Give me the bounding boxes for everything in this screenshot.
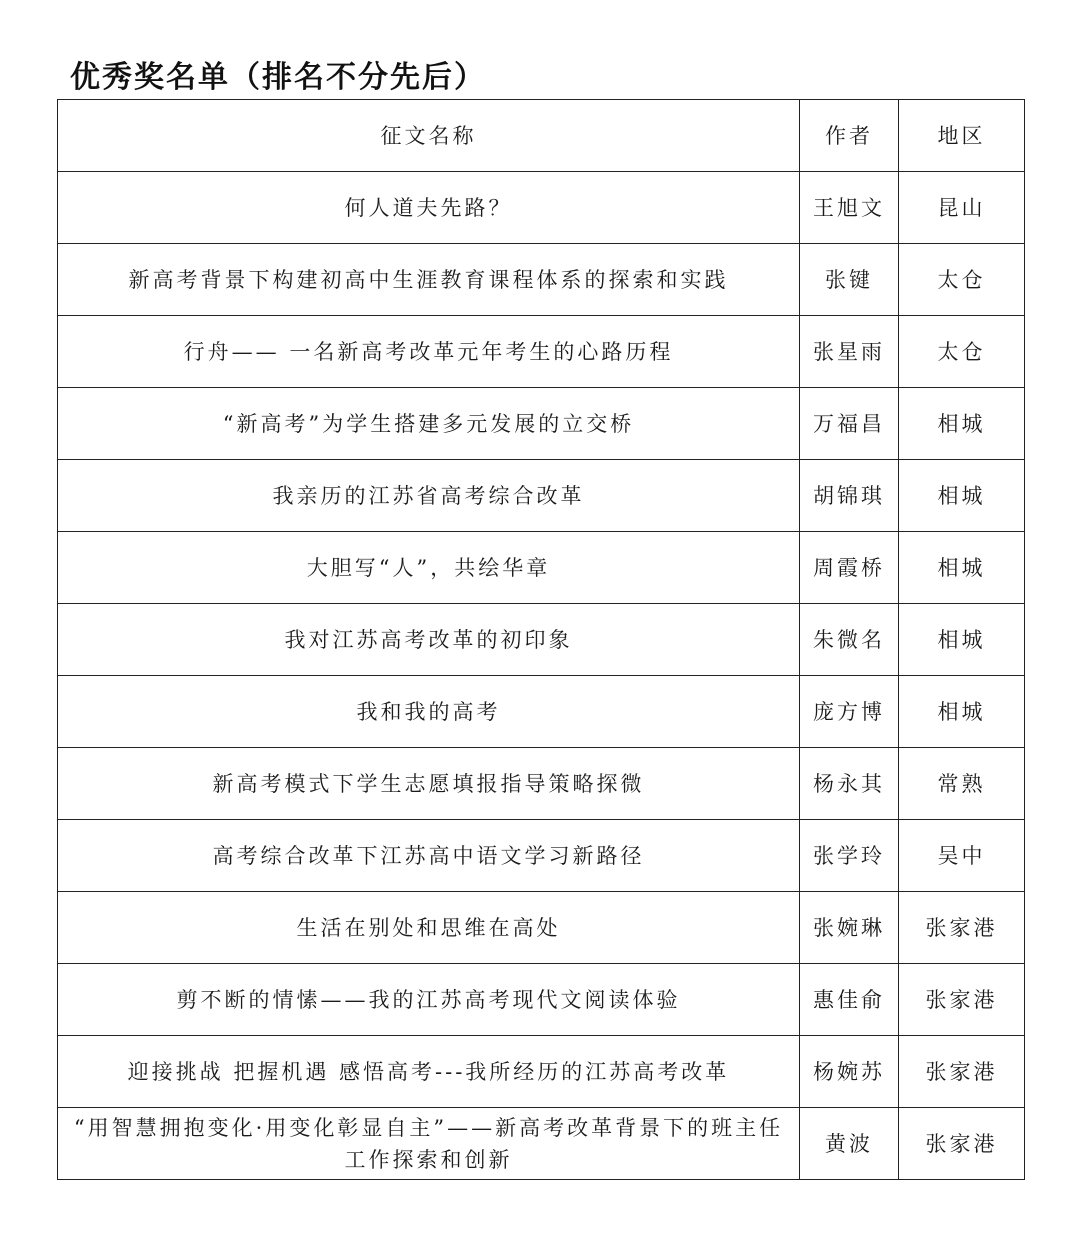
region-cell: 相城 bbox=[899, 388, 1025, 460]
author-cell: 朱微名 bbox=[800, 604, 899, 676]
region-cell: 相城 bbox=[899, 604, 1025, 676]
author-cell: 万福昌 bbox=[800, 388, 899, 460]
author-cell: 张星雨 bbox=[800, 316, 899, 388]
table-header-row bbox=[58, 100, 1025, 172]
table-row bbox=[58, 748, 1025, 820]
table-row bbox=[58, 604, 1025, 676]
essay-title-cell: 生活在别处和思维在高处 bbox=[58, 892, 800, 964]
region-cell: 相城 bbox=[899, 460, 1025, 532]
author-cell: 黄波 bbox=[800, 1108, 899, 1180]
author-cell: 周霞桥 bbox=[800, 532, 899, 604]
region-cell: 张家港 bbox=[899, 1036, 1025, 1108]
essay-title-cell: 我对江苏高考改革的初印象 bbox=[58, 604, 800, 676]
region-cell: 张家港 bbox=[899, 964, 1025, 1036]
essay-title-cell: 新高考背景下构建初高中生涯教育课程体系的探索和实践 bbox=[58, 244, 800, 316]
author-cell: 杨婉苏 bbox=[800, 1036, 899, 1108]
region-cell: 相城 bbox=[899, 676, 1025, 748]
table-row bbox=[58, 244, 1025, 316]
table-row bbox=[58, 1036, 1025, 1108]
table-row bbox=[58, 1108, 1025, 1180]
table-row bbox=[58, 892, 1025, 964]
region-cell: 吴中 bbox=[899, 820, 1025, 892]
author-cell: 张键 bbox=[800, 244, 899, 316]
table-row bbox=[58, 532, 1025, 604]
essay-title-cell: 何人道夫先路？ bbox=[58, 172, 800, 244]
table-row bbox=[58, 460, 1025, 532]
essay-title-cell: 我和我的高考 bbox=[58, 676, 800, 748]
essay-title-cell: 高考综合改革下江苏高中语文学习新路径 bbox=[58, 820, 800, 892]
region-cell: 相城 bbox=[899, 532, 1025, 604]
essay-title-cell: 迎接挑战 把握机遇 感悟高考---我所经历的江苏高考改革 bbox=[58, 1036, 800, 1108]
essay-title-cell: 新高考模式下学生志愿填报指导策略探微 bbox=[58, 748, 800, 820]
column-header-region: 地区 bbox=[899, 100, 1025, 172]
region-cell: 张家港 bbox=[899, 1108, 1025, 1180]
essay-title-cell: 行舟—— 一名新高考改革元年考生的心路历程 bbox=[58, 316, 800, 388]
region-cell: 常熟 bbox=[899, 748, 1025, 820]
award-table bbox=[57, 99, 1025, 1180]
author-cell: 张婉琳 bbox=[800, 892, 899, 964]
author-cell: 张学玲 bbox=[800, 820, 899, 892]
table-row bbox=[58, 388, 1025, 460]
page-title: 优秀奖名单（排名不分先后） bbox=[70, 60, 486, 95]
table-row bbox=[58, 676, 1025, 748]
author-cell: 庞方博 bbox=[800, 676, 899, 748]
region-cell: 太仓 bbox=[899, 316, 1025, 388]
region-cell: 昆山 bbox=[899, 172, 1025, 244]
author-cell: 杨永其 bbox=[800, 748, 899, 820]
table-row bbox=[58, 316, 1025, 388]
author-cell: 王旭文 bbox=[800, 172, 899, 244]
essay-title-cell: 剪不断的情愫——我的江苏高考现代文阅读体验 bbox=[58, 964, 800, 1036]
essay-title-cell: “新高考”为学生搭建多元发展的立交桥 bbox=[58, 388, 800, 460]
column-header-title: 征文名称 bbox=[58, 100, 800, 172]
author-cell: 惠佳俞 bbox=[800, 964, 899, 1036]
essay-title-cell: 大胆写“人”，共绘华章 bbox=[58, 532, 800, 604]
essay-title-cell: “用智慧拥抱变化·用变化彰显自主”——新高考改革背景下的班主任工作探索和创新 bbox=[58, 1108, 800, 1180]
table-row bbox=[58, 172, 1025, 244]
essay-title-cell: 我亲历的江苏省高考综合改革 bbox=[58, 460, 800, 532]
author-cell: 胡锦琪 bbox=[800, 460, 899, 532]
table-row bbox=[58, 820, 1025, 892]
table-row bbox=[58, 964, 1025, 1036]
region-cell: 太仓 bbox=[899, 244, 1025, 316]
region-cell: 张家港 bbox=[899, 892, 1025, 964]
column-header-author: 作者 bbox=[800, 100, 899, 172]
